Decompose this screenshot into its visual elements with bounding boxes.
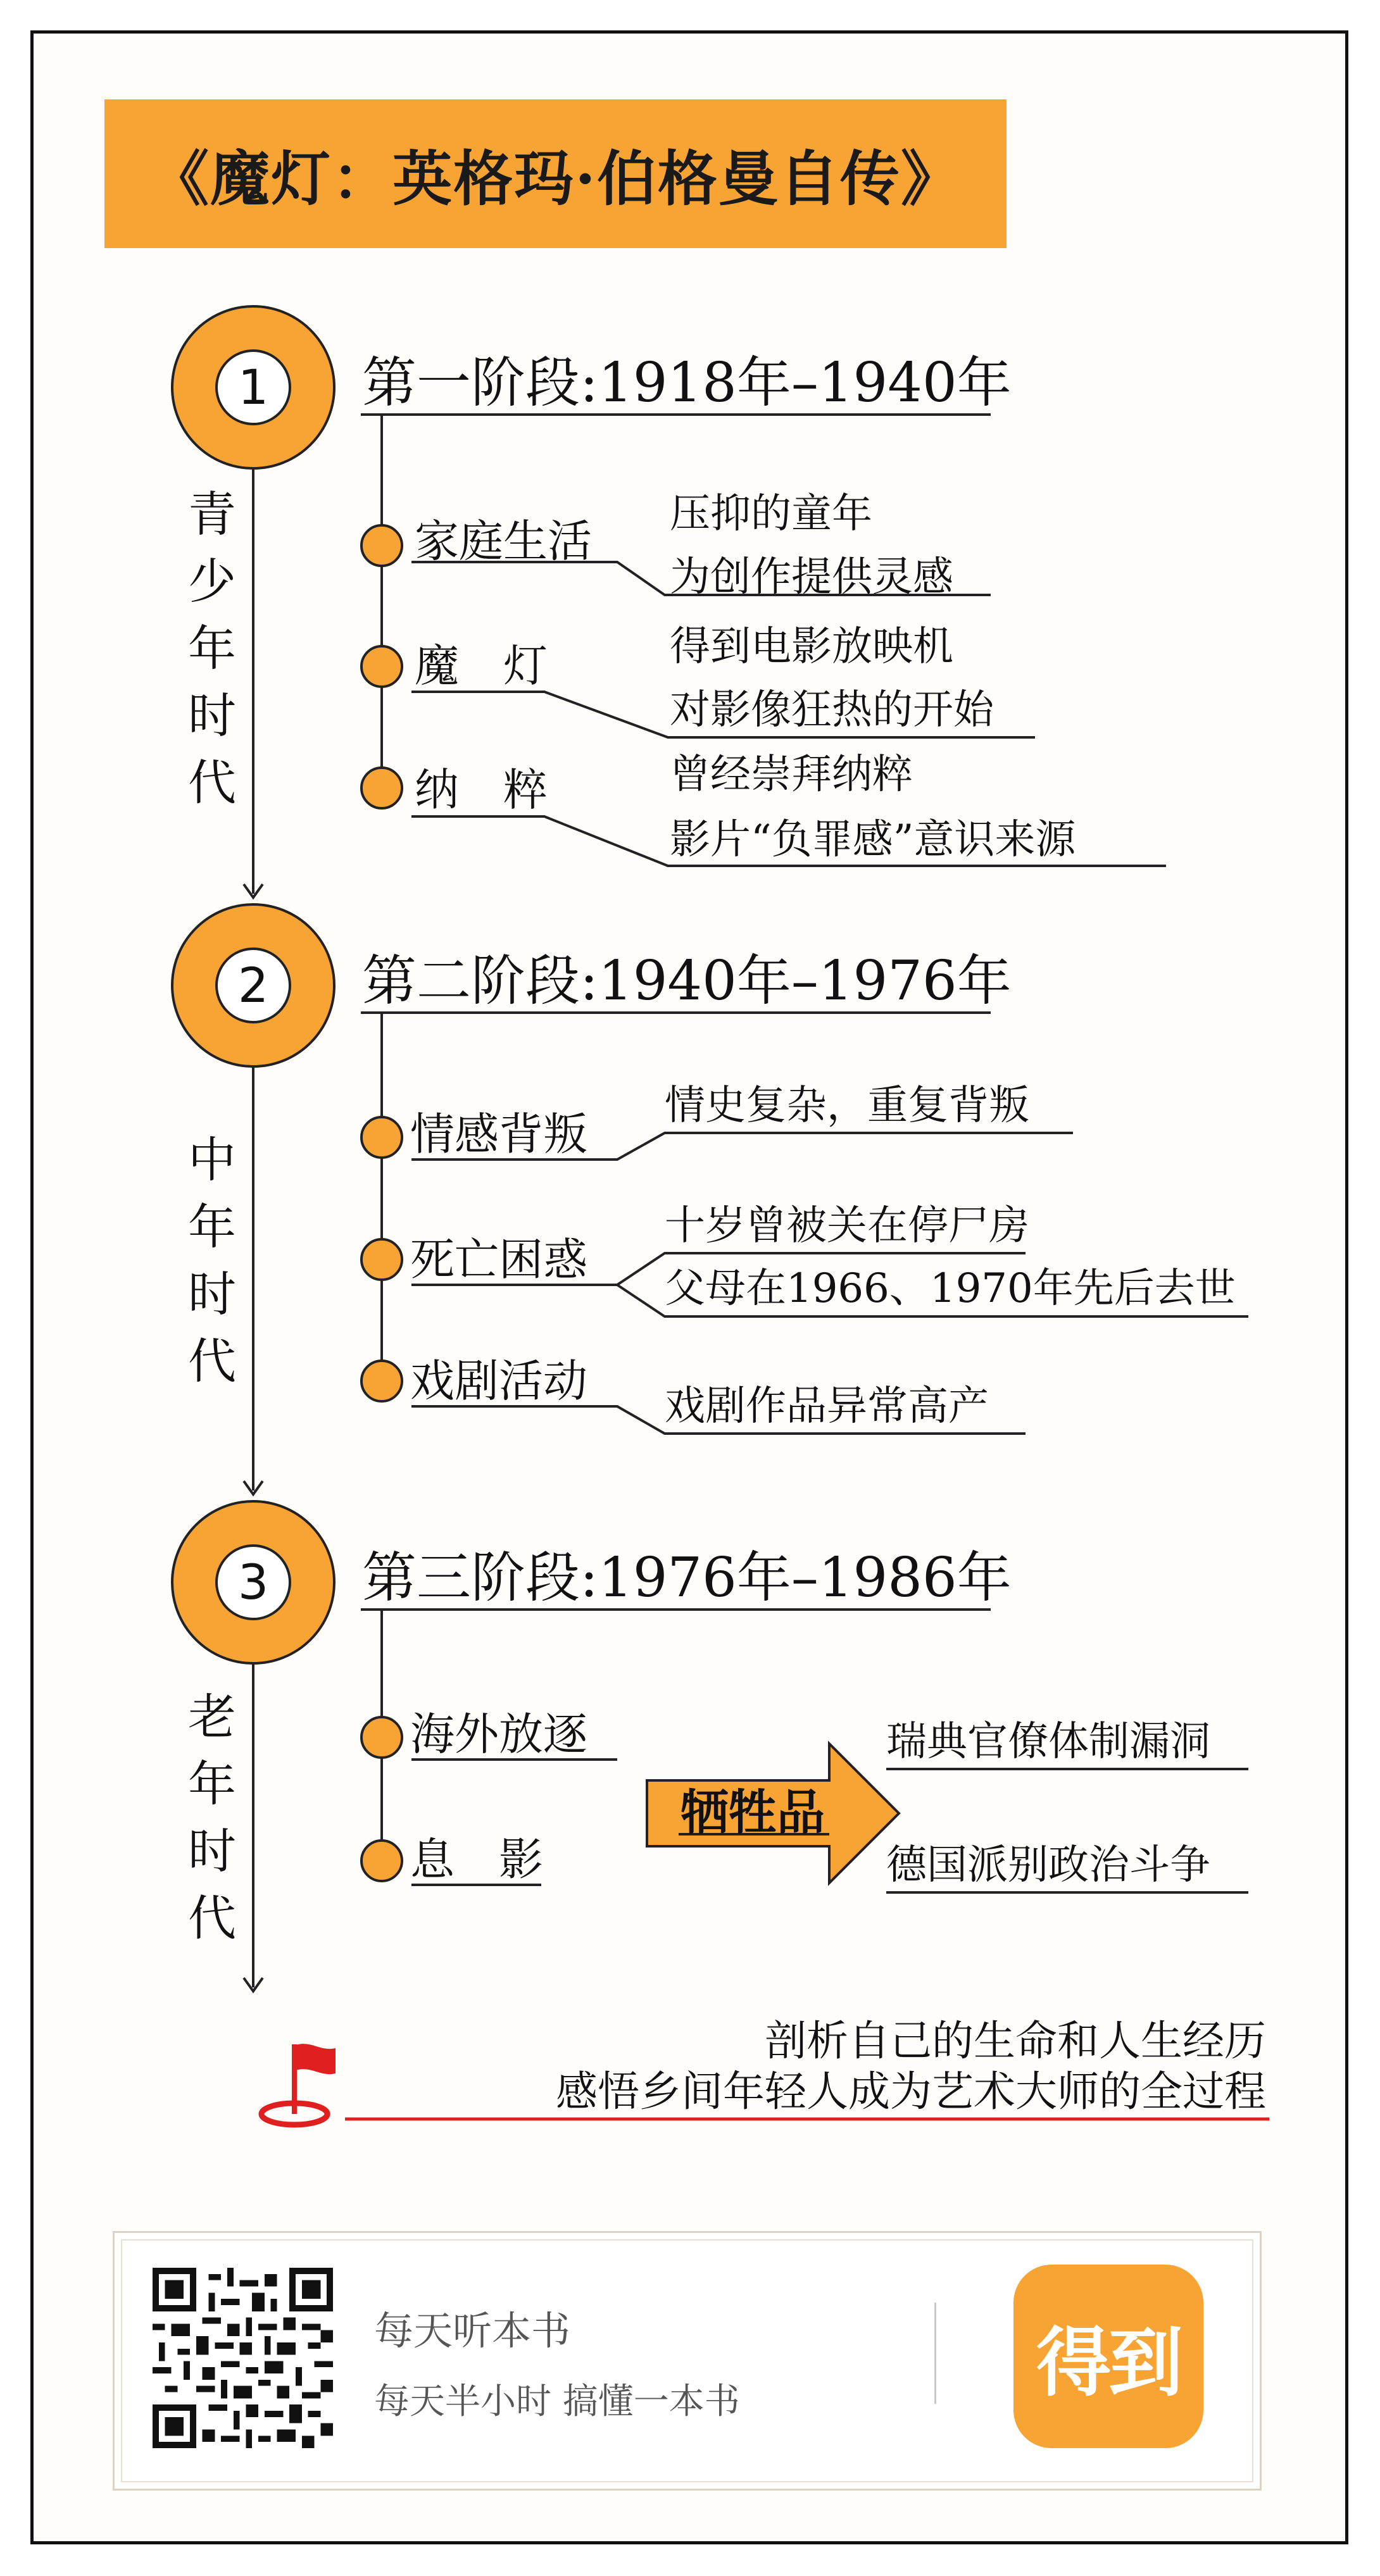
item-label: 家庭生活 [415, 515, 592, 567]
item-label: 戏剧活动 [410, 1355, 587, 1407]
stage-heading-2: 第二阶段:1940年–1976年 [362, 949, 1012, 1013]
item-desc: 十岁曾被关在停尸房 [665, 1203, 1029, 1249]
item-label: 魔 灯 [415, 640, 548, 692]
item-desc: 戏剧作品异常高产 [665, 1383, 989, 1430]
item-desc: 压抑的童年 [670, 491, 872, 537]
item-desc: 得到电影放映机 [670, 623, 953, 670]
timeline-connectors [244, 468, 263, 1991]
summary-line-2: 感悟乡间年轻人成为艺术大师的全过程 [556, 2067, 1266, 2116]
stage-number-1: 1 [237, 359, 269, 415]
stage-number-2: 2 [237, 957, 269, 1013]
item-desc: 父母在1966、1970年先后去世 [665, 1265, 1236, 1312]
item-desc: 曾经崇拜纳粹 [670, 751, 913, 798]
era-label-3: 老年时代 [188, 1689, 236, 1946]
item-label: 情感背叛 [410, 1108, 587, 1160]
brand-slogan: 每天半小时 搞懂一本书 [374, 2381, 740, 2422]
app-logo-icon[interactable]: 得到 [1013, 2265, 1203, 2448]
item-desc: 情史复杂，重复背叛 [665, 1082, 1029, 1129]
era-label-2: 中年时代 [188, 1132, 236, 1389]
result-item: 德国派别政治斗争 [886, 1842, 1210, 1889]
era-label-1: 青少年时代 [188, 486, 236, 811]
stage-number-3: 3 [237, 1554, 269, 1610]
item-desc: 影片“负罪感”意识来源 [670, 816, 1076, 863]
stage-heading-3: 第三阶段:1976年–1986年 [362, 1546, 1012, 1610]
qr-code-icon[interactable] [153, 2268, 333, 2448]
item-label: 纳 粹 [415, 764, 548, 816]
item-desc: 为创作提供灵感 [670, 554, 953, 601]
item-desc: 对影像狂热的开始 [670, 687, 994, 734]
summary-line-1: 剖析自己的生命和人生经历 [765, 2016, 1266, 2065]
brand-name: 每天听本书 [374, 2308, 571, 2354]
flag-icon [261, 2044, 336, 2125]
item-label: 海外放逐 [410, 1708, 587, 1760]
item-label: 死亡困惑 [410, 1234, 587, 1285]
result-item: 瑞典官僚体制漏洞 [886, 1718, 1210, 1765]
item-label: 息 影 [410, 1834, 543, 1885]
footer-card [113, 2231, 1262, 2491]
page-title: 《魔灯：英格玛·伯格曼自传》 [149, 144, 962, 214]
sacrifice-label: 牺牲品 [681, 1784, 825, 1841]
footer-divider [934, 2303, 936, 2404]
stage-heading-1: 第一阶段:1918年–1940年 [362, 351, 1012, 415]
